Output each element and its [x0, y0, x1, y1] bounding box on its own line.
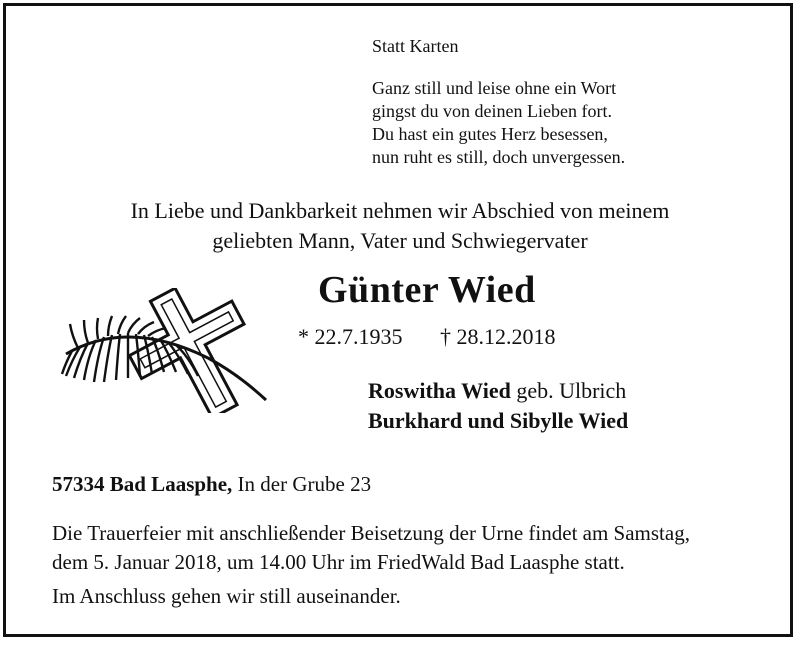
ceremony-info	[52, 519, 690, 577]
intro-line: geliebten Mann, Vater und Schwiegervater	[212, 228, 588, 253]
poem	[372, 77, 625, 169]
mourners	[368, 376, 628, 436]
mourner-suffix: geb. Ulbrich	[510, 378, 627, 403]
intro-line: In Liebe und Dankbarkeit nehmen wir Abschied von meinem	[130, 198, 670, 223]
mourner-line: Burkhard und Sibylle Wied	[368, 408, 629, 433]
closing-line: Im Anschluss gehen wir still auseinander.	[52, 584, 401, 608]
poem-line: Ganz still und leise ohne ein Wort	[372, 78, 617, 98]
address-city: 57334 Bad Laasphe,	[52, 472, 233, 496]
mourner-line	[368, 376, 628, 406]
address	[52, 472, 371, 497]
statt-karten-label: Statt Karten	[372, 36, 459, 56]
cross-palm-icon	[58, 288, 273, 413]
deceased-name: Günter Wied	[318, 269, 536, 311]
poem-line: gingst du von deinen Lieben fort.	[372, 101, 612, 121]
info-line: dem 5. Januar 2018, um 14.00 Uhr im FriedWald Bad Laasphe statt.	[52, 550, 625, 574]
poem-line: nun ruht es still, doch unvergessen.	[372, 147, 626, 167]
info-line: Die Trauerfeier mit anschließender Beisetzung der Urne findet am Samstag,	[52, 521, 690, 545]
mourner-name: Roswitha Wied	[368, 378, 511, 403]
birth-date: * 22.7.1935	[298, 324, 403, 349]
address-street: In der Grube 23	[232, 472, 372, 496]
death-date: † 28.12.2018	[440, 324, 556, 349]
intro-text	[0, 196, 800, 256]
poem-line: Du hast ein gutes Herz besessen,	[372, 124, 608, 144]
